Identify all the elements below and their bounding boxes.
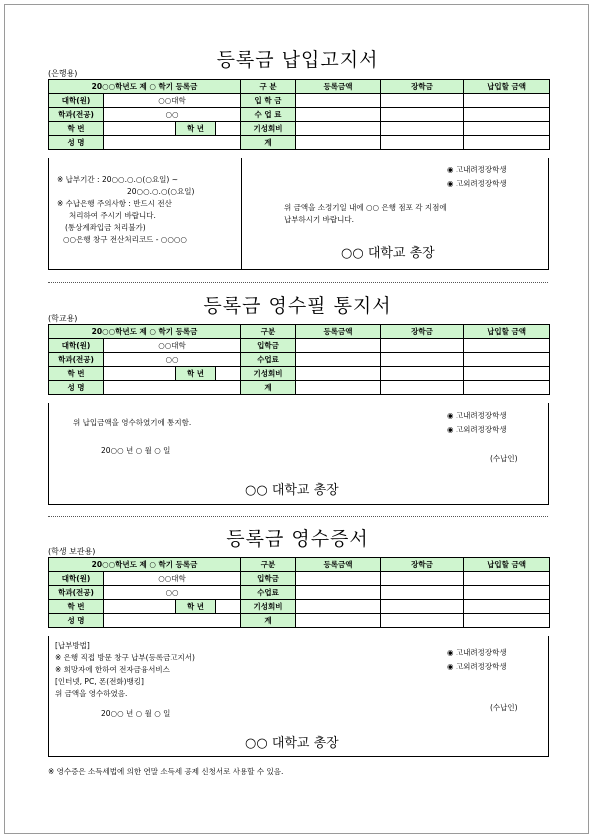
row-support-fee: 기성회비 xyxy=(241,367,296,381)
cell xyxy=(296,136,381,150)
header-amount: 등록금액 xyxy=(296,558,381,572)
cell xyxy=(296,586,381,600)
radio-selected-icon: ◉ xyxy=(447,165,454,174)
radio-selected-icon: ◉ xyxy=(447,662,454,671)
section2-copy-label: (학교용) xyxy=(48,314,78,323)
section2-notice-box xyxy=(48,403,549,505)
cell xyxy=(464,122,550,136)
section2-title: 등록금 영수필 통지서 xyxy=(203,295,392,317)
cell xyxy=(464,600,550,614)
section1-copy-label: (은행용) xyxy=(48,69,78,78)
note-line: (통상계좌입금 처리불가) xyxy=(65,223,146,232)
header-kind: 구분 xyxy=(241,558,296,572)
divider xyxy=(241,158,242,269)
radio-selected-icon: ◉ xyxy=(447,179,454,188)
header-amount: 등록금액 xyxy=(296,325,381,339)
section2-table xyxy=(48,324,550,395)
cell xyxy=(381,586,464,600)
cell xyxy=(296,122,381,136)
section2-president: ○○ 대학교 총장 xyxy=(245,483,339,498)
header-amount: 등록금액 xyxy=(296,80,381,94)
cell xyxy=(381,381,464,395)
radio-selected-icon: ◉ xyxy=(447,425,454,434)
name-value xyxy=(104,614,241,628)
dept-label: 학과(전공) xyxy=(49,353,104,367)
name-label: 성 명 xyxy=(49,136,104,150)
section3-copy-label: (학생 보관용) xyxy=(48,547,96,556)
radio-option-external[interactable]: ◉ 고외려정장학생 xyxy=(447,662,507,671)
dept-label: 학과(전공) xyxy=(49,108,104,122)
row-support-fee: 기성회비 xyxy=(241,122,296,136)
radio-option-internal[interactable]: ◉ 고내려정장학생 xyxy=(447,411,507,420)
cell xyxy=(381,339,464,353)
univ-label: 대학(원) xyxy=(49,94,104,108)
header-payable: 납입할 금액 xyxy=(464,325,550,339)
univ-value: ○○대학 xyxy=(104,572,241,586)
row-admission-fee: 입학금 xyxy=(241,572,296,586)
cell xyxy=(296,600,381,614)
student-id-label: 학 번 xyxy=(49,122,104,136)
section3-seal: (수납인) xyxy=(490,703,518,712)
section3-scholar-options xyxy=(447,646,507,674)
cell xyxy=(381,614,464,628)
footer-note: ※ 영수증은 소득세법에 의한 연말 소득세 공제 신청서로 사용할 수 있음. xyxy=(48,767,284,776)
cell xyxy=(464,353,550,367)
cell xyxy=(381,122,464,136)
cell xyxy=(296,367,381,381)
header-kind: 구분 xyxy=(241,325,296,339)
note-line: ○○은행 창구 전산처리코드 - ○○○○ xyxy=(63,235,187,244)
dept-value: ○○ xyxy=(104,108,241,122)
note-line: 20○○.○.○(○요일) xyxy=(127,187,195,196)
row-tuition: 수 업 료 xyxy=(241,108,296,122)
section2-seal: (수납인) xyxy=(490,454,518,463)
cell xyxy=(464,339,550,353)
cell xyxy=(464,108,550,122)
section1-scholar-options xyxy=(447,163,507,191)
section3-date: 20○○ 년 ○ 월 ○ 일 xyxy=(101,709,171,718)
row-tuition: 수업료 xyxy=(241,586,296,600)
student-id-label: 학 번 xyxy=(49,600,104,614)
row-tuition: 수업료 xyxy=(241,353,296,367)
section3-title: 등록금 영수증서 xyxy=(226,528,369,550)
section1-table xyxy=(48,79,550,150)
student-id-label: 학 번 xyxy=(49,367,104,381)
section1-notes xyxy=(57,174,194,246)
cell xyxy=(381,136,464,150)
cell xyxy=(464,614,550,628)
radio-option-external[interactable]: ◉ 고외려정장학생 xyxy=(447,179,507,188)
section3-notes xyxy=(55,640,195,700)
section3-president: ○○ 대학교 총장 xyxy=(245,736,339,751)
row-admission-fee: 입학금 xyxy=(241,339,296,353)
radio-option-external[interactable]: ◉ 고외려정장학생 xyxy=(447,425,507,434)
dept-label: 학과(전공) xyxy=(49,586,104,600)
name-value xyxy=(104,381,241,395)
year-label: 학 년 xyxy=(176,122,216,136)
univ-label: 대학(원) xyxy=(49,572,104,586)
cell xyxy=(296,614,381,628)
cut-line xyxy=(48,282,548,283)
row-admission-fee: 입 학 금 xyxy=(241,94,296,108)
note-line: [인터넷, PC, 폰(전화)뱅킹] xyxy=(55,677,144,686)
cell xyxy=(381,600,464,614)
header-payable: 납입할 금액 xyxy=(464,558,550,572)
cell xyxy=(464,367,550,381)
cell xyxy=(296,572,381,586)
cell xyxy=(464,572,550,586)
cut-line xyxy=(48,516,548,517)
univ-label: 대학(원) xyxy=(49,339,104,353)
year-label: 학 년 xyxy=(176,367,216,381)
dept-value: ○○ xyxy=(104,586,241,600)
univ-value: ○○대학 xyxy=(104,94,241,108)
year-label: 학 년 xyxy=(176,600,216,614)
name-label: 성 명 xyxy=(49,381,104,395)
header-scholarship: 장학금 xyxy=(381,558,464,572)
univ-value: ○○대학 xyxy=(104,339,241,353)
header-kind: 구 분 xyxy=(241,80,296,94)
section1-message xyxy=(284,202,447,226)
header-scholarship: 장학금 xyxy=(381,80,464,94)
note-line: ※ 희망자에 한하여 전자금융서비스 xyxy=(55,665,170,674)
note-line: ※ 수납은행 주의사항 : 반드시 전산 xyxy=(57,199,172,208)
year-value xyxy=(216,367,241,381)
radio-selected-icon: ◉ xyxy=(447,411,454,420)
student-id-value xyxy=(104,600,176,614)
section2-date: 20○○ 년 ○ 월 ○ 일 xyxy=(101,446,171,455)
section3-notice-box xyxy=(48,636,549,757)
cell xyxy=(464,136,550,150)
note-line: 위 금액을 영수하였음. xyxy=(55,689,128,698)
section2-scholar-options xyxy=(447,409,507,437)
section1-notice-box xyxy=(48,158,549,270)
section1-title: 등록금 납입고지서 xyxy=(216,49,379,71)
cell xyxy=(381,108,464,122)
note-line: [납부방법] xyxy=(55,641,90,650)
row-total: 계 xyxy=(241,614,296,628)
year-value xyxy=(216,600,241,614)
cell xyxy=(296,353,381,367)
cell xyxy=(381,367,464,381)
semester-header: 20○○학년도 제 ○ 학기 등록금 xyxy=(49,80,241,94)
name-value xyxy=(104,136,241,150)
row-support-fee: 기성회비 xyxy=(241,600,296,614)
row-total: 계 xyxy=(241,381,296,395)
header-payable: 납입할 금액 xyxy=(464,80,550,94)
cell xyxy=(296,94,381,108)
cell xyxy=(464,381,550,395)
cell xyxy=(296,108,381,122)
year-value xyxy=(216,122,241,136)
note-line: ※ 납부기간 : 20○○.○.○(○요일) ~ xyxy=(57,175,178,184)
cell xyxy=(464,94,550,108)
cell xyxy=(464,586,550,600)
section3-table xyxy=(48,557,550,628)
cell xyxy=(296,381,381,395)
row-total: 계 xyxy=(241,136,296,150)
radio-option-internal[interactable]: ◉ 고내려정장학생 xyxy=(447,648,507,657)
note-line: 처리하여 주시기 바랍니다. xyxy=(69,211,156,220)
section2-message: 위 납입금액을 영수하였기에 통지함. xyxy=(73,418,192,427)
semester-header: 20○○학년도 제 ○ 학기 등록금 xyxy=(49,325,241,339)
radio-selected-icon: ◉ xyxy=(447,648,454,657)
message-line: 위 금액을 소정기일 내에 ○○ 은행 점포 각 지점에 xyxy=(284,203,447,212)
name-label: 성 명 xyxy=(49,614,104,628)
student-id-value xyxy=(104,367,176,381)
cell xyxy=(381,572,464,586)
semester-header: 20○○학년도 제 ○ 학기 등록금 xyxy=(49,558,241,572)
cell xyxy=(296,339,381,353)
dept-value: ○○ xyxy=(104,353,241,367)
message-line: 납부하시기 바랍니다. xyxy=(284,215,354,224)
cell xyxy=(381,94,464,108)
radio-option-internal[interactable]: ◉ 고내려정장학생 xyxy=(447,165,507,174)
section1-president: ○○ 대학교 총장 xyxy=(341,246,435,261)
note-line: ※ 은행 직접 방문 창구 납부(등록금고지서) xyxy=(55,653,195,662)
header-scholarship: 장학금 xyxy=(381,325,464,339)
student-id-value xyxy=(104,122,176,136)
cell xyxy=(381,353,464,367)
